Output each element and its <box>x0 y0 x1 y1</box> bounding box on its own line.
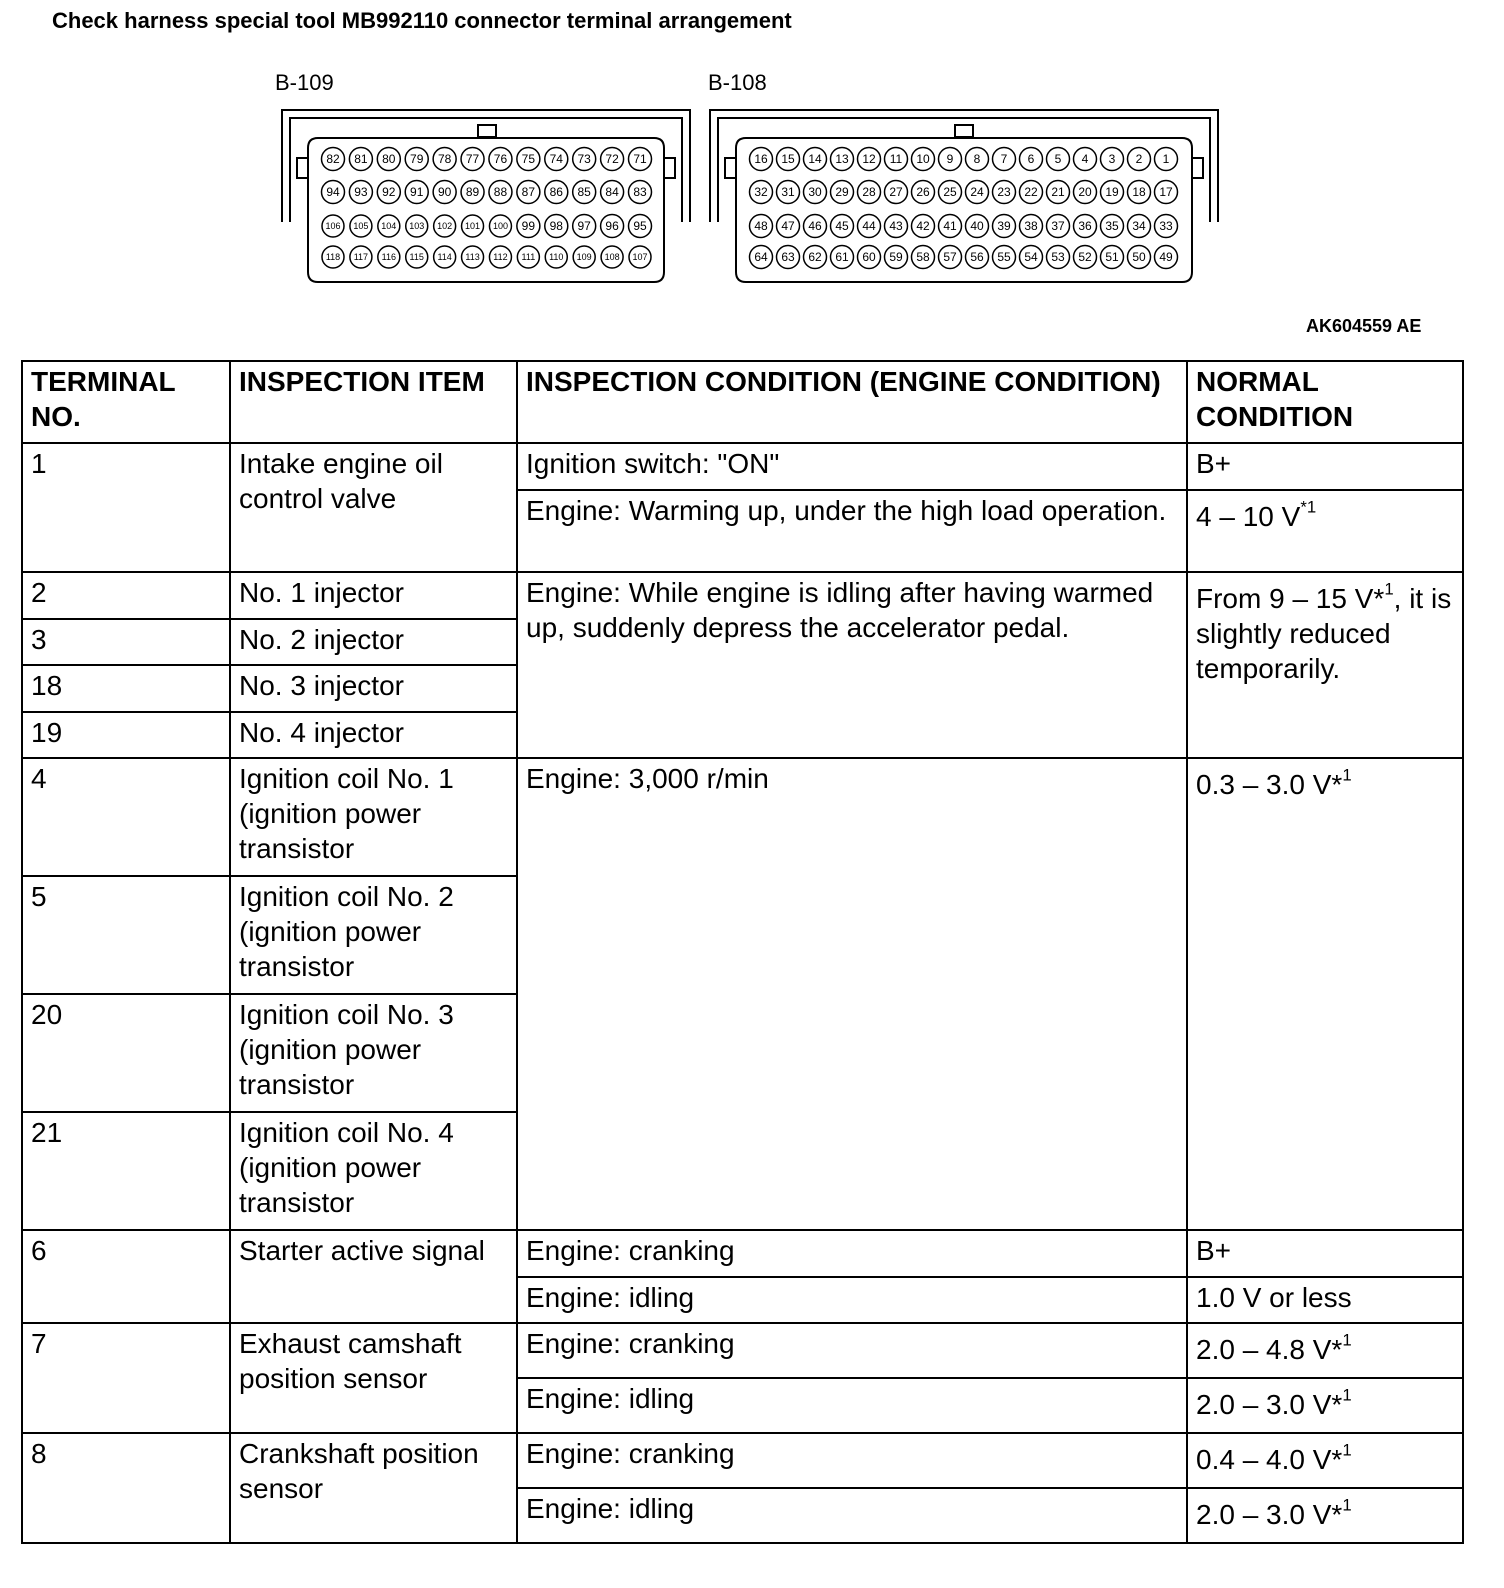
terminal-pin-label: 24 <box>970 185 984 199</box>
terminal-cell: 1 <box>22 443 230 572</box>
terminal-pin-label: 83 <box>633 185 647 199</box>
table-row <box>22 1323 1463 1378</box>
footnote-mark: 1 <box>1342 1385 1352 1405</box>
terminal-pin-label: 103 <box>409 221 425 231</box>
terminal-cell: 5 <box>22 876 230 994</box>
terminal-pin-label: 96 <box>605 219 619 233</box>
terminal-pin-label: 39 <box>997 219 1011 233</box>
terminal-cell: 20 <box>22 994 230 1112</box>
terminal-pin-label: 13 <box>835 152 849 166</box>
terminal-pin-label: 95 <box>633 219 647 233</box>
terminal-pin-label: 16 <box>754 152 768 166</box>
table-row <box>22 1433 1463 1488</box>
terminal-pin-label: 73 <box>577 152 591 166</box>
terminal-pin-label: 80 <box>382 152 396 166</box>
terminal-pin-label: 97 <box>577 219 591 233</box>
terminal-pin-label: 109 <box>576 252 592 262</box>
condition-cell: Engine: cranking <box>517 1433 1187 1488</box>
terminal-pin-label: 92 <box>382 185 396 199</box>
terminal-pin-label: 12 <box>862 152 876 166</box>
condition-cell: Engine: Warming up, under the high load operation. <box>517 490 1187 572</box>
condition-cell: Engine: cranking <box>517 1230 1187 1277</box>
condition-cell: Engine: cranking <box>517 1323 1187 1378</box>
terminal-pin-label: 99 <box>521 219 536 233</box>
normal-cell <box>1187 490 1463 572</box>
terminal-pin-label: 22 <box>1024 185 1038 199</box>
terminal-pin-label: 84 <box>605 185 619 199</box>
terminal-pin-label: 6 <box>1027 152 1035 166</box>
terminal-pin-label: 28 <box>862 185 876 199</box>
terminal-pin-label: 90 <box>437 185 452 199</box>
terminal-pin-label: 10 <box>916 152 930 166</box>
item-cell: Starter active signal <box>230 1230 517 1323</box>
terminal-pin-label: 48 <box>754 219 768 233</box>
terminal-pin-label: 62 <box>808 250 822 264</box>
figure-id: AK604559 AE <box>1306 316 1422 336</box>
condition-cell: Engine: 3,000 r/min <box>517 758 1187 1230</box>
terminal-pin-label: 91 <box>410 185 424 199</box>
header-inspection-item: INSPECTION ITEM <box>230 361 517 443</box>
terminal-pin-label: 87 <box>521 185 536 199</box>
terminal-pin-label: 49 <box>1159 250 1173 264</box>
terminal-pin-label: 72 <box>605 152 619 166</box>
terminal-pin-label: 34 <box>1132 219 1146 233</box>
table-row <box>22 572 1463 619</box>
item-cell: No. 3 injector <box>230 665 517 712</box>
normal-value: 2.0 – 3.0 V* <box>1196 1499 1343 1530</box>
terminal-pin-label: 106 <box>325 221 341 231</box>
terminal-pin-label: 46 <box>808 219 822 233</box>
normal-cell <box>1187 1488 1463 1543</box>
terminal-cell: 4 <box>22 758 230 876</box>
item-cell: Exhaust camshaft position sensor <box>230 1323 517 1433</box>
normal-cell <box>1187 572 1463 758</box>
footnote-mark: *1 <box>1300 497 1317 517</box>
terminal-pin-label: 23 <box>997 185 1011 199</box>
normal-cell <box>1187 1378 1463 1433</box>
connector-label-b109: B-109 <box>275 70 334 95</box>
terminal-pin-label: 71 <box>633 152 647 166</box>
terminal-pin-label: 21 <box>1051 185 1065 199</box>
terminal-pin-label: 29 <box>835 185 849 199</box>
terminal-pin-label: 113 <box>465 252 480 262</box>
footnote-mark: 1 <box>1342 765 1352 785</box>
terminal-pin-label: 116 <box>381 252 396 262</box>
item-cell: Ignition coil No. 3 (ignition power transistor <box>230 994 517 1112</box>
terminal-pin-label: 5 <box>1054 152 1062 166</box>
terminal-pin-label: 63 <box>781 250 795 264</box>
condition-cell: Ignition switch: "ON" <box>517 443 1187 490</box>
terminal-pin-label: 11 <box>889 152 903 166</box>
normal-value-note: , it is slightly reduced temporarily. <box>1196 583 1452 684</box>
terminal-pin-label: 107 <box>632 252 648 262</box>
terminal-pin-label: 52 <box>1078 250 1092 264</box>
terminal-pin-label: 108 <box>604 252 620 262</box>
inspection-table <box>21 360 1464 1544</box>
item-cell: No. 4 injector <box>230 712 517 758</box>
terminal-pin-label: 35 <box>1105 219 1119 233</box>
terminal-pin-label: 31 <box>781 185 795 199</box>
terminal-pin-label: 36 <box>1078 219 1092 233</box>
terminal-pin-label: 61 <box>835 250 849 264</box>
normal-cell <box>1187 1433 1463 1488</box>
terminal-pin-label: 56 <box>970 250 984 264</box>
terminal-pin-label: 54 <box>1024 250 1038 264</box>
table-header-row <box>22 361 1463 443</box>
terminal-pin-label: 102 <box>437 221 453 231</box>
item-cell: Ignition coil No. 2 (ignition power transistor <box>230 876 517 994</box>
normal-cell: B+ <box>1187 443 1463 490</box>
condition-cell: Engine: While engine is idling after having warmed up, suddenly depress the accelerator pedal. <box>517 572 1187 758</box>
terminal-pin-label: 45 <box>835 219 849 233</box>
table-row <box>22 1230 1463 1277</box>
terminal-pin-label: 105 <box>353 221 369 231</box>
terminal-pin-label: 74 <box>549 152 563 166</box>
header-terminal-no: TERMINAL NO. <box>22 361 230 443</box>
terminal-pin-label: 7 <box>1000 152 1008 166</box>
terminal-pin-label: 19 <box>1105 185 1119 199</box>
terminal-pin-label: 89 <box>465 185 480 199</box>
normal-value: 0.3 – 3.0 V* <box>1196 769 1343 800</box>
header-inspection-condition: INSPECTION CONDITION (ENGINE CONDITION) <box>517 361 1187 443</box>
terminal-pin-label: 118 <box>325 252 341 262</box>
terminal-pin-label: 111 <box>521 252 536 262</box>
item-cell: Intake engine oil control valve <box>230 443 517 572</box>
terminal-pin-label: 55 <box>997 250 1011 264</box>
connector-label-b108: B-108 <box>708 70 767 95</box>
terminal-pin-label: 50 <box>1132 250 1146 264</box>
terminal-pin-label: 18 <box>1132 185 1146 199</box>
normal-cell: 1.0 V or less <box>1187 1277 1463 1323</box>
item-cell: Ignition coil No. 1 (ignition power transistor <box>230 758 517 876</box>
terminal-pin-label: 37 <box>1051 219 1065 233</box>
terminal-pin-label: 82 <box>326 152 340 166</box>
terminal-pin-label: 117 <box>353 252 369 262</box>
terminal-cell: 2 <box>22 572 230 619</box>
terminal-pin-label: 30 <box>808 185 822 199</box>
normal-cell <box>1187 758 1463 1230</box>
terminal-pin-label: 41 <box>943 219 957 233</box>
footnote-mark: 1 <box>1342 1440 1352 1460</box>
terminal-pin-label: 81 <box>354 152 368 166</box>
terminal-pin-label: 93 <box>354 185 368 199</box>
header-normal-condition: NORMAL CONDITION <box>1187 361 1463 443</box>
terminal-pin-label: 14 <box>808 152 822 166</box>
terminal-cell: 3 <box>22 619 230 665</box>
normal-cell: B+ <box>1187 1230 1463 1277</box>
terminal-pin-label: 98 <box>549 219 563 233</box>
item-cell: No. 1 injector <box>230 572 517 619</box>
terminal-cell: 8 <box>22 1433 230 1543</box>
terminal-pin-label: 110 <box>549 252 564 262</box>
condition-cell: Engine: idling <box>517 1488 1187 1543</box>
terminal-pin-label: 100 <box>492 221 508 231</box>
terminal-pin-label: 15 <box>781 152 795 166</box>
table-row <box>22 758 1463 876</box>
terminal-pin-label: 25 <box>943 185 957 199</box>
normal-value: 0.4 – 4.0 V* <box>1196 1444 1343 1475</box>
terminal-pin-label: 88 <box>493 185 508 199</box>
terminal-pin-label: 38 <box>1024 219 1038 233</box>
terminal-pin-label: 77 <box>465 152 480 166</box>
terminal-pin-label: 53 <box>1051 250 1065 264</box>
terminal-pin-label: 78 <box>437 152 452 166</box>
footnote-mark: 1 <box>1342 1495 1352 1515</box>
terminal-pin-label: 27 <box>889 185 903 199</box>
terminal-cell: 19 <box>22 712 230 758</box>
terminal-pin-label: 60 <box>862 250 876 264</box>
terminal-pin-label: 8 <box>973 152 981 166</box>
terminal-pin-label: 44 <box>862 219 876 233</box>
terminal-pin-label: 4 <box>1081 152 1089 166</box>
terminal-pin-label: 26 <box>916 185 930 199</box>
item-cell: Crankshaft position sensor <box>230 1433 517 1543</box>
terminal-pin-label: 114 <box>437 252 452 262</box>
terminal-pin-label: 47 <box>781 219 795 233</box>
terminal-cell: 21 <box>22 1112 230 1230</box>
terminal-pin-label: 64 <box>754 250 768 264</box>
terminal-pin-label: 76 <box>493 152 508 166</box>
terminal-pin-label: 33 <box>1159 219 1173 233</box>
terminal-pin-label: 51 <box>1105 250 1119 264</box>
terminal-pin-label: 94 <box>326 185 340 199</box>
terminal-pin-label: 32 <box>754 185 768 199</box>
terminal-pin-label: 59 <box>889 250 903 264</box>
terminal-pin-label: 85 <box>577 185 591 199</box>
normal-cell <box>1187 1323 1463 1378</box>
terminal-pin-label: 20 <box>1078 185 1092 199</box>
condition-cell: Engine: idling <box>517 1277 1187 1323</box>
terminal-pin-label: 79 <box>410 152 424 166</box>
terminal-pin-label: 115 <box>409 252 424 262</box>
terminal-pin-label: 112 <box>493 252 508 262</box>
terminal-pin-label: 57 <box>943 250 957 264</box>
normal-value: From 9 – 15 V* <box>1196 583 1385 614</box>
terminal-pin-label: 1 <box>1162 152 1170 166</box>
footnote-mark: 1 <box>1342 1330 1352 1350</box>
normal-value: 4 – 10 V <box>1196 501 1301 532</box>
terminal-pin-label: 40 <box>970 219 984 233</box>
terminal-pin-label: 17 <box>1159 185 1173 199</box>
condition-cell: Engine: idling <box>517 1378 1187 1433</box>
terminal-pin-label: 58 <box>916 250 930 264</box>
terminal-pin-label: 101 <box>465 221 481 231</box>
connector-diagram <box>0 0 1504 300</box>
terminal-pin-label: 9 <box>946 152 954 166</box>
normal-value: 2.0 – 3.0 V* <box>1196 1389 1343 1420</box>
terminal-cell: 6 <box>22 1230 230 1323</box>
terminal-pin-label: 43 <box>889 219 903 233</box>
item-cell: No. 2 injector <box>230 619 517 665</box>
terminal-pin-label: 2 <box>1135 152 1143 166</box>
normal-value: 2.0 – 4.8 V* <box>1196 1334 1343 1365</box>
terminal-cell: 7 <box>22 1323 230 1433</box>
terminal-pin-label: 3 <box>1108 152 1116 166</box>
terminal-pin-label: 104 <box>381 221 397 231</box>
item-cell: Ignition coil No. 4 (ignition power transistor <box>230 1112 517 1230</box>
footnote-mark: 1 <box>1384 579 1394 599</box>
terminal-cell: 18 <box>22 665 230 712</box>
terminal-pin-label: 86 <box>549 185 563 199</box>
terminal-pin-label: 42 <box>916 219 930 233</box>
page-title: Check harness special tool MB992110 connector terminal arrangement <box>52 8 792 33</box>
terminal-pin-label: 75 <box>521 152 536 166</box>
table-row <box>22 443 1463 490</box>
